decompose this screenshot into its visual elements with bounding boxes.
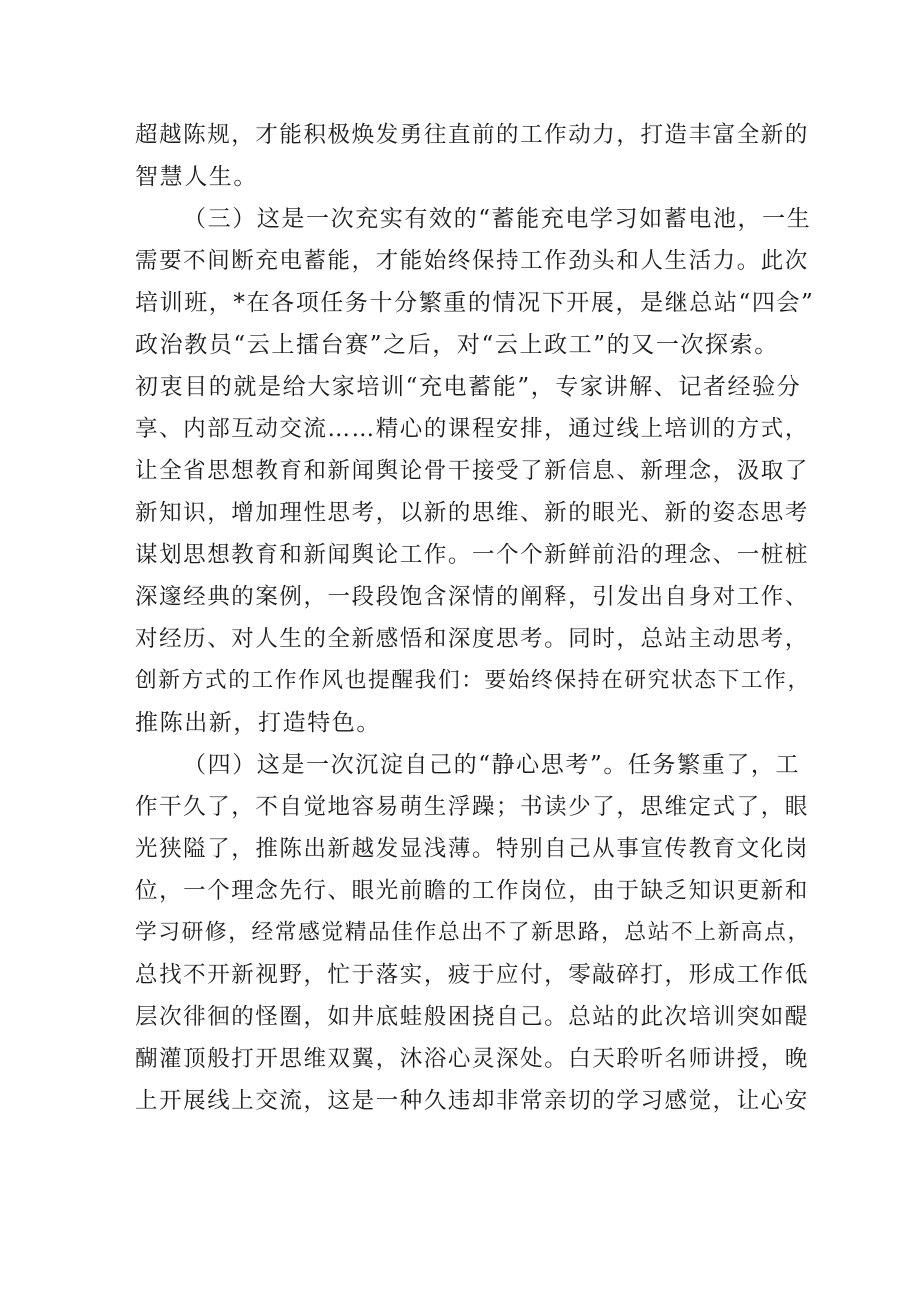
text-line: 深邃经典的案例，一段段饱含深情的阐释，引发出自身对工作、: [135, 584, 809, 610]
text-line: 超越陈规，才能积极焕发勇往直前的工作动力，打造丰富全新的: [135, 122, 809, 148]
text-line: 位，一个理念先行、眼光前瞻的工作岗位，由于缺乏知识更新和: [135, 878, 809, 904]
text-line: 学习研修，经常感觉精品佳作总出不了新思路，总站不上新高点，: [135, 920, 811, 945]
text-line: 创新方式的工作作风也提醒我们：要始终保持在研究状态下工作，: [135, 668, 811, 693]
paragraph-4-first-line: （四）这是一次沉淀自己的“静心思考”。任务繁重了，工: [183, 752, 801, 778]
text-line: 醐灌顶般打开思维双翼，沐浴心灵深处。白天聆听名师讲授，晚: [135, 1046, 809, 1072]
text-line: 上开展线上交流，这是一种久违却非常亲切的学习感觉，让心安: [135, 1088, 809, 1114]
text-line: 需要不间断充电蓄能，才能始终保持工作劲头和人生活力。此次: [135, 248, 809, 274]
text-line: 光狭隘了，推陈出新越发显浅薄。特别自己从事宣传教育文化岗: [135, 836, 809, 862]
text-line: 总找不开新视野，忙于落实，疲于应付，零敲碎打，形成工作低: [135, 962, 809, 988]
text-line: 培训班，*在各项任务十分繁重的情况下开展，是继总站“四会”: [135, 290, 815, 316]
paragraph-3-first-line: （三）这是一次充实有效的“蓄能充电学习如蓄电池，一生: [183, 206, 812, 232]
text-line: 智慧人生。: [135, 164, 258, 190]
text-line: 谋划思想教育和新闻舆论工作。一个个新鲜前沿的理念、一桩桩: [135, 542, 809, 568]
text-line: 层次徘徊的怪圈，如井底蛙般困挠自己。总站的此次培训突如醍: [135, 1004, 809, 1030]
text-line: 作干久了，不自觉地容易萌生浮躁；书读少了，思维定式了，眼: [135, 794, 809, 820]
text-line: 享、内部互动交流……精心的课程安排，通过线上培训的方式，: [135, 416, 809, 442]
text-line: 初衷目的就是给大家培训“充电蓄能”，专家讲解、记者经验分: [135, 374, 802, 400]
text-line: 政治教员“云上擂台赛”之后，对“云上政工”的又一次探索。: [135, 332, 779, 358]
text-line: 让全省思想教育和新闻舆论骨干接受了新信息、新理念，汲取了: [135, 458, 809, 484]
text-line: 对经历、对人生的全新感悟和深度思考。同时，总站主动思考，: [135, 626, 809, 652]
text-line: 推陈出新，打造特色。: [135, 710, 381, 736]
text-line: 新知识，增加理性思考，以新的思维、新的眼光、新的姿态思考: [135, 500, 809, 526]
